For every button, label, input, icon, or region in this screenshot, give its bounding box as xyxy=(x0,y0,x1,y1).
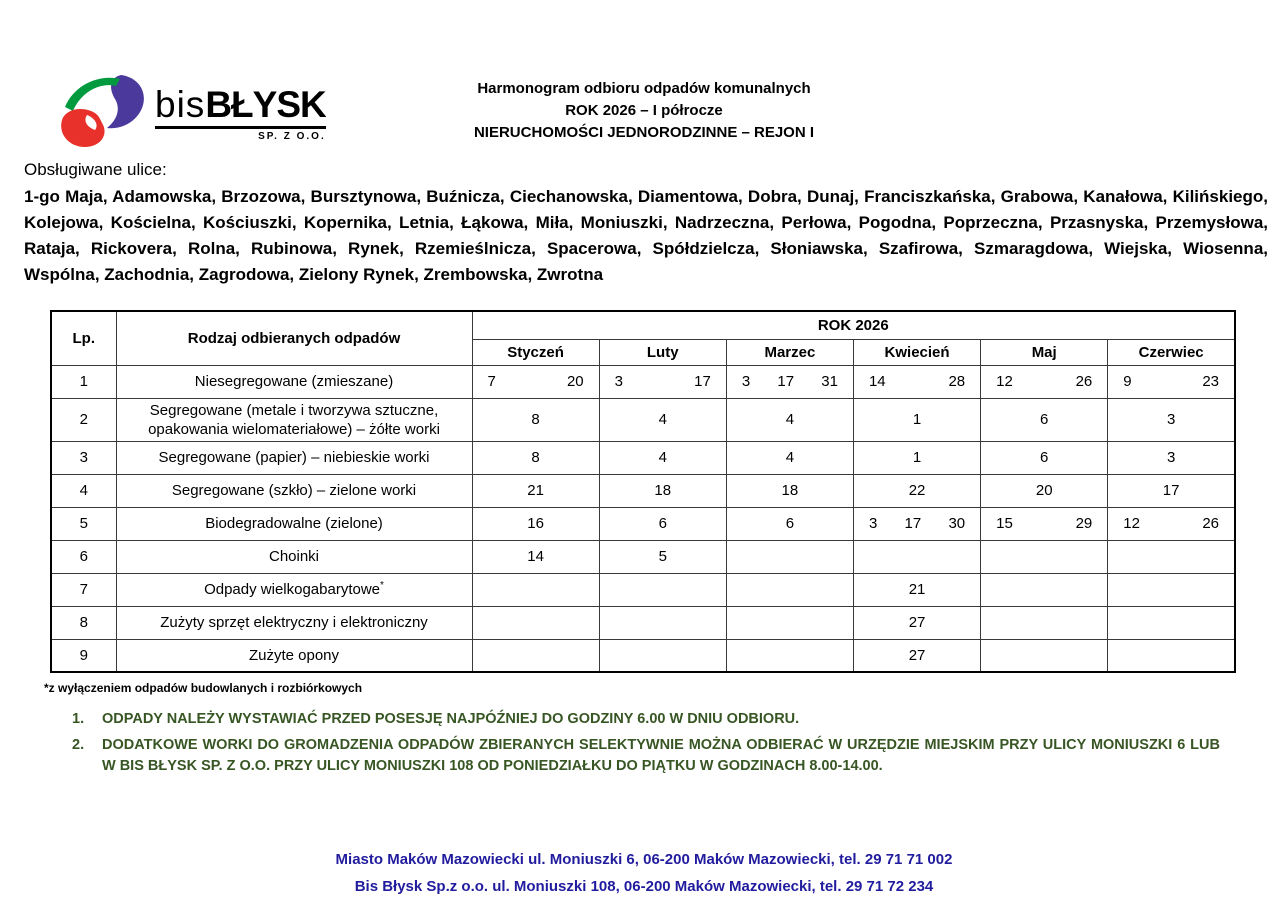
lp-cell: 3 xyxy=(51,441,116,474)
collection-date: 18 xyxy=(654,482,672,499)
date-cell xyxy=(472,639,599,672)
date-cell xyxy=(599,606,726,639)
waste-type-label: Choinki xyxy=(268,548,320,565)
date-cell xyxy=(1108,573,1235,606)
waste-type-cell xyxy=(116,365,472,398)
date-cell xyxy=(853,441,980,474)
date-cell xyxy=(1108,365,1235,398)
table-row xyxy=(51,474,1235,507)
date-cell xyxy=(1108,441,1235,474)
date-cell xyxy=(472,540,599,573)
waste-type-label: Segregowane (papier) – niebieskie worki xyxy=(158,449,430,466)
waste-type-label: Biodegradowalne (zielone) xyxy=(205,515,383,532)
collection-date: 3 xyxy=(1166,449,1176,466)
date-cell xyxy=(853,474,980,507)
collection-date: 26 xyxy=(1075,373,1093,390)
note-item xyxy=(72,709,1220,730)
waste-type-label: Niesegregowane (zmieszane) xyxy=(194,373,394,390)
date-cell xyxy=(853,540,980,573)
waste-type-cell xyxy=(116,441,472,474)
date-cell xyxy=(1108,474,1235,507)
streets-section xyxy=(24,160,1268,288)
collection-date: 17 xyxy=(1162,482,1180,499)
note-text: DODATKOWE WORKI DO GROMADZENIA ODPADÓW ZBIERANYCH SELEKTYWNIE MOŻNA ODBIERAĆ W URZĘDZIE MIEJSKIM PRZY ULICY MONIUSZKI 6 LUB W BIS BŁYSK SP. Z O.O. PRZY ULICY MONIUSZKI 108 OD PONIEDZIAŁKU DO PIĄTKU W GODZINACH 8.00-14.00. xyxy=(102,737,1220,774)
waste-type-label: Segregowane (metale i tworzywa sztuczne, opakowania wielomateriałowe) – żółte worki xyxy=(148,401,440,438)
date-cell xyxy=(726,365,853,398)
date-cell xyxy=(981,441,1108,474)
waste-type-cell xyxy=(116,398,472,441)
streets-list: 1-go Maja, Adamowska, Brzozowa, Bursztynowa, Buźnicza, Ciechanowska, Diamentowa, Dobra, Dunaj, Franciszkańska, Grabowa, Kanałowa, Kilińskiego, Kolejowa, Kościelna, Kościuszki, Kopernika, Letnia, Łąkowa, Miła, Moniuszki, Nadrzeczna, Perłowa, Pogodna, Poprzeczna, Przasnyska, Przemysłowa, Rataja, Rickovera, Rolna, Rubinowa, Rynek, Rzemieślnicza, Spacerowa, Spółdzielcza, Słoniawska, Szafirowa, Szmaragdowa, Wiejska, Wiosenna, Wspólna, Zachodnia, Zagrodowa, Zielony Rynek, Zrembowska, Zwrotna xyxy=(24,187,1268,284)
date-cell xyxy=(726,507,853,540)
schedule-table-wrap xyxy=(50,310,1236,673)
date-cell xyxy=(981,507,1108,540)
collection-date: 7 xyxy=(487,373,496,390)
table-row xyxy=(51,441,1235,474)
title-line-3: NIERUCHOMOŚCI JEDNORODZINNE – REJON I xyxy=(473,124,815,141)
collection-date: 3 xyxy=(868,515,878,532)
collection-date: 4 xyxy=(785,411,795,428)
date-cell xyxy=(599,540,726,573)
lp-cell: 9 xyxy=(51,639,116,672)
collection-date: 14 xyxy=(868,373,886,390)
waste-type-cell xyxy=(116,507,472,540)
title-line-2: ROK 2026 – I półrocze xyxy=(565,102,723,119)
collection-date: 1 xyxy=(912,449,922,466)
date-cell xyxy=(599,441,726,474)
collection-date: 17 xyxy=(904,515,922,532)
date-cell xyxy=(726,639,853,672)
table-row xyxy=(51,606,1235,639)
waste-type-cell xyxy=(116,573,472,606)
footer-line-company: Bis Błysk Sp.z o.o. ul. Moniuszki 108, 06-200 Maków Mazowiecki, tel. 29 71 72 234 xyxy=(354,878,934,895)
collection-date: 9 xyxy=(1123,373,1132,390)
collection-date: 17 xyxy=(694,373,711,390)
date-cell xyxy=(1108,507,1235,540)
collection-date: 6 xyxy=(785,515,795,532)
lp-cell: 7 xyxy=(51,573,116,606)
table-row xyxy=(51,639,1235,672)
date-cell xyxy=(472,441,599,474)
collection-date: 31 xyxy=(821,373,838,390)
collection-date: 3 xyxy=(614,373,623,390)
collection-date: 30 xyxy=(948,515,966,532)
collection-date: 6 xyxy=(658,515,667,532)
lp-cell: 6 xyxy=(51,540,116,573)
column-header-month: Luty xyxy=(599,339,726,365)
collection-date: 12 xyxy=(1123,515,1140,532)
collection-date: 6 xyxy=(1040,449,1049,466)
collection-date: 26 xyxy=(1202,515,1219,532)
date-cell xyxy=(726,441,853,474)
date-cell xyxy=(599,398,726,441)
column-header-month: Marzec xyxy=(726,339,853,365)
notes-list xyxy=(72,709,1220,782)
date-cell xyxy=(1108,398,1235,441)
collection-date: 12 xyxy=(996,373,1013,390)
date-cell xyxy=(981,606,1108,639)
footnote-marker: * xyxy=(380,580,384,591)
waste-type-cell xyxy=(116,540,472,573)
waste-type-cell xyxy=(116,474,472,507)
date-cell xyxy=(599,507,726,540)
date-cell xyxy=(472,365,599,398)
collection-date: 21 xyxy=(527,482,544,499)
date-cell xyxy=(853,398,980,441)
column-header-year: ROK 2026 xyxy=(472,311,1235,339)
schedule-table xyxy=(50,310,1236,673)
collection-date: 20 xyxy=(1035,482,1053,499)
collection-date: 8 xyxy=(531,411,540,428)
collection-date: 14 xyxy=(527,548,544,565)
title-line-1: Harmonogram odbioru odpadów komunalnych xyxy=(477,80,811,97)
lp-cell: 8 xyxy=(51,606,116,639)
date-cell xyxy=(472,606,599,639)
table-row xyxy=(51,507,1235,540)
column-header-lp: Lp. xyxy=(51,311,116,365)
date-cell xyxy=(981,639,1108,672)
collection-date: 29 xyxy=(1075,515,1093,532)
collection-date: 27 xyxy=(908,646,926,664)
table-row xyxy=(51,398,1235,441)
table-row xyxy=(51,540,1235,573)
logo-subtext: SP. Z O.O. xyxy=(258,131,326,142)
collection-date: 21 xyxy=(908,581,926,598)
date-cell xyxy=(981,573,1108,606)
note-number: 2. xyxy=(72,737,85,753)
streets-label: Obsługiwane ulice: xyxy=(24,160,167,179)
date-cell xyxy=(599,365,726,398)
table-header-row-year xyxy=(51,311,1235,339)
lp-cell: 5 xyxy=(51,507,116,540)
date-cell xyxy=(981,398,1108,441)
document-title xyxy=(0,78,1288,144)
waste-type-label: Odpady wielkogabarytowe xyxy=(204,581,381,598)
date-cell xyxy=(599,639,726,672)
date-cell xyxy=(726,573,853,606)
column-header-month: Kwiecień xyxy=(853,339,980,365)
footer-line-city: Miasto Maków Mazowiecki ul. Moniuszki 6, 06-200 Maków Mazowiecki, tel. 29 71 71 002 xyxy=(335,851,953,868)
date-cell xyxy=(853,365,980,398)
date-cell xyxy=(981,540,1108,573)
collection-date: 17 xyxy=(777,373,795,390)
collection-date: 4 xyxy=(658,411,667,428)
collection-date: 15 xyxy=(996,515,1013,532)
collection-date: 8 xyxy=(531,449,540,466)
date-cell xyxy=(1108,540,1235,573)
collection-date: 20 xyxy=(566,373,584,390)
collection-date: 1 xyxy=(912,411,922,428)
table-row xyxy=(51,365,1235,398)
footer-contacts xyxy=(0,846,1288,900)
collection-date: 4 xyxy=(658,449,667,466)
waste-type-label: Zużyty sprzęt elektryczny i elektroniczny xyxy=(160,614,428,631)
column-header-month: Czerwiec xyxy=(1108,339,1235,365)
note-number: 1. xyxy=(72,711,85,727)
column-header-month: Maj xyxy=(981,339,1108,365)
lp-cell: 2 xyxy=(51,398,116,441)
collection-date: 16 xyxy=(527,515,544,532)
collection-date: 22 xyxy=(908,482,926,499)
date-cell xyxy=(981,365,1108,398)
schedule-tbody xyxy=(51,365,1235,672)
collection-date: 6 xyxy=(1040,411,1049,428)
date-cell xyxy=(853,606,980,639)
date-cell xyxy=(853,507,980,540)
date-cell xyxy=(599,573,726,606)
date-cell xyxy=(853,639,980,672)
collection-date: 5 xyxy=(658,548,667,565)
collection-date: 23 xyxy=(1202,373,1219,390)
collection-date: 18 xyxy=(781,482,799,499)
date-cell xyxy=(1108,606,1235,639)
logo-word-blysk: BŁYSK xyxy=(205,84,326,125)
date-cell xyxy=(726,474,853,507)
waste-type-cell xyxy=(116,639,472,672)
note-text: ODPADY NALEŻY WYSTAWIAĆ PRZED POSESJĘ NAJPÓŹNIEJ DO GODZINY 6.00 W DNIU ODBIORU. xyxy=(102,711,800,727)
collection-date: 27 xyxy=(908,614,926,631)
column-header-waste-type: Rodzaj odbieranych odpadów xyxy=(116,311,472,365)
lp-cell: 1 xyxy=(51,365,116,398)
date-cell xyxy=(599,474,726,507)
date-cell xyxy=(472,573,599,606)
date-cell xyxy=(981,474,1108,507)
table-row xyxy=(51,573,1235,606)
date-cell xyxy=(853,573,980,606)
collection-date: 28 xyxy=(948,373,966,390)
date-cell xyxy=(472,398,599,441)
logo-word-bis: bis xyxy=(155,84,206,125)
date-cell xyxy=(726,540,853,573)
table-footnote: *z wyłączeniem odpadów budowlanych i rozbiórkowych xyxy=(44,681,363,695)
waste-type-label: Zużyte opony xyxy=(248,646,340,664)
collection-date: 4 xyxy=(785,449,795,466)
waste-type-cell xyxy=(116,606,472,639)
collection-date: 3 xyxy=(1166,411,1176,428)
note-item xyxy=(72,735,1220,777)
date-cell xyxy=(726,606,853,639)
date-cell xyxy=(472,474,599,507)
date-cell xyxy=(726,398,853,441)
lp-cell: 4 xyxy=(51,474,116,507)
collection-date: 3 xyxy=(741,373,751,390)
waste-type-label: Segregowane (szkło) – zielone worki xyxy=(171,482,417,499)
date-cell xyxy=(1108,639,1235,672)
column-header-month: Styczeń xyxy=(472,339,599,365)
date-cell xyxy=(472,507,599,540)
